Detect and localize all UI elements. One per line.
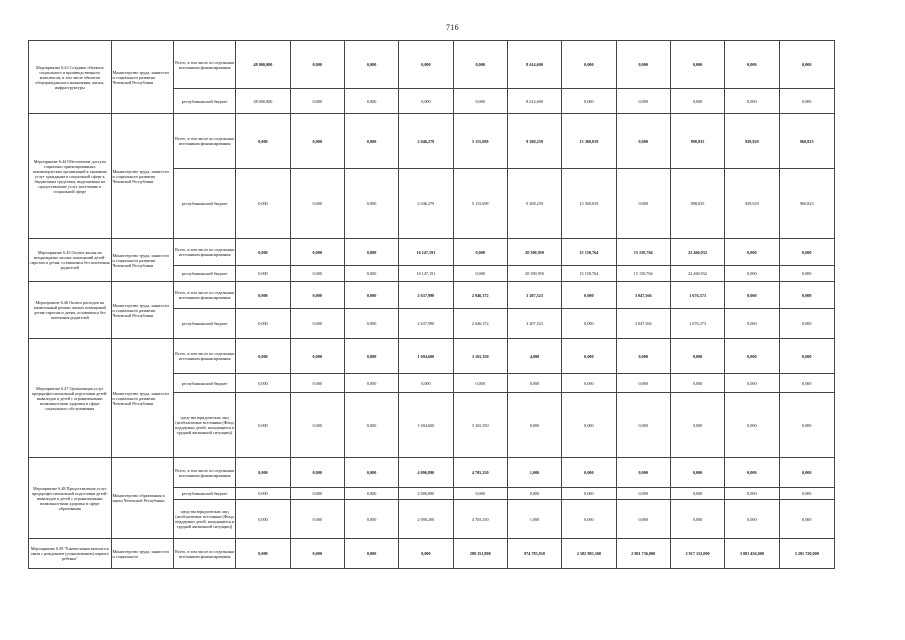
amount-cell: 2 006,890 bbox=[399, 488, 453, 500]
amount-cell: 0,000 bbox=[725, 266, 779, 282]
amount-cell: 0,000 bbox=[344, 266, 398, 282]
funding-source: республиканский бюджет bbox=[173, 488, 235, 500]
amount-cell: 0,000 bbox=[236, 282, 290, 309]
amount-cell: 15 150,764 bbox=[616, 239, 670, 266]
amount-cell: 0,000 bbox=[779, 89, 834, 114]
amount-cell: 0,000 bbox=[670, 488, 724, 500]
funding-source: Всего, в том числе по отдельным источникам финансирования bbox=[173, 41, 235, 89]
measure-name: Мероприятие 6.43 Создание объектов социального и производственного комплексов, в том числе объектов общегражданского назначения, жилья, инфраструктуры bbox=[29, 41, 112, 114]
amount-cell: 0,000 bbox=[290, 239, 344, 266]
amount-cell: 2 090,200 bbox=[399, 500, 453, 539]
amount-cell: 48 000,000 bbox=[236, 41, 290, 89]
amount-cell: 4 705,250 bbox=[453, 500, 507, 539]
amount-cell: 0,000 bbox=[236, 488, 290, 500]
amount-cell: 0,000 bbox=[453, 488, 507, 500]
funding-source: республиканский бюджет bbox=[173, 374, 235, 393]
amount-cell: 0,000 bbox=[616, 374, 670, 393]
amount-cell: 0,000 bbox=[236, 114, 290, 169]
table-row bbox=[29, 114, 835, 169]
amount-cell: 0,000 bbox=[344, 169, 398, 239]
amount-cell: 0,000 bbox=[779, 500, 834, 539]
amount-cell: 0,000 bbox=[344, 488, 398, 500]
funding-source: республиканский бюджет bbox=[173, 89, 235, 114]
amount-cell: 0,000 bbox=[562, 309, 616, 339]
amount-cell: 929,929 bbox=[725, 169, 779, 239]
responsible-executor: Министерство труда, занятости и социального bbox=[111, 539, 173, 569]
amount-cell: 0,000 bbox=[725, 41, 779, 89]
amount-cell: 3 165,350 bbox=[453, 393, 507, 458]
amount-cell: 0,000 bbox=[670, 458, 724, 488]
amount-cell: 0,000 bbox=[344, 282, 398, 309]
amount-cell: 15 150,764 bbox=[562, 266, 616, 282]
amount-cell: 0,000 bbox=[562, 488, 616, 500]
amount-cell: 2 637,990 bbox=[399, 309, 453, 339]
amount-cell: 3 047,566 bbox=[616, 282, 670, 309]
amount-cell: 0,000 bbox=[725, 239, 779, 266]
amount-cell: 1 676,373 bbox=[670, 309, 724, 339]
responsible-executor: Министерство труда, занятости и социального развития Чеченской Республики bbox=[111, 41, 173, 114]
amount-cell: 898,835 bbox=[670, 169, 724, 239]
amount-cell: 0,000 bbox=[290, 309, 344, 339]
table-row bbox=[29, 239, 835, 266]
amount-cell: 0,000 bbox=[453, 239, 507, 266]
funding-source: Всего, в том числе по отдельным источникам финансирования bbox=[173, 339, 235, 374]
funding-source: Всего, в том числе по отдельным источникам финансирования bbox=[173, 239, 235, 266]
amount-cell: 0,000 bbox=[507, 393, 561, 458]
amount-cell: 0,000 bbox=[344, 239, 398, 266]
amount-cell: 0,000 bbox=[562, 339, 616, 374]
amount-cell: 0,000 bbox=[290, 266, 344, 282]
responsible-executor: Министерство труда, занятости и социального развития Чеченской Республики bbox=[111, 339, 173, 458]
amount-cell: 0,000 bbox=[725, 89, 779, 114]
amount-cell: 0,000 bbox=[616, 41, 670, 89]
funding-source: республиканский бюджет bbox=[173, 266, 235, 282]
amount-cell: 0,000 bbox=[616, 169, 670, 239]
amount-cell: 0,000 bbox=[562, 374, 616, 393]
amount-cell: 960,823 bbox=[779, 114, 834, 169]
amount-cell: 0,000 bbox=[236, 393, 290, 458]
amount-cell: 974 783,910 bbox=[507, 539, 561, 569]
amount-cell: 0,000 bbox=[725, 339, 779, 374]
responsible-executor: Министерство труда, занятости и социального развития Чеченской Республики bbox=[111, 239, 173, 282]
amount-cell: 15 150,764 bbox=[562, 239, 616, 266]
budget-table bbox=[28, 40, 835, 569]
amount-cell: 16 147,191 bbox=[399, 266, 453, 282]
amount-cell: 0,000 bbox=[725, 393, 779, 458]
amount-cell: 0,000 bbox=[562, 393, 616, 458]
amount-cell: 0,000 bbox=[562, 41, 616, 89]
table-row bbox=[29, 539, 835, 569]
amount-cell: 0,000 bbox=[344, 500, 398, 539]
amount-cell: 0,000 bbox=[344, 41, 398, 89]
amount-cell: 4 096,890 bbox=[399, 458, 453, 488]
amount-cell: 0,000 bbox=[290, 41, 344, 89]
amount-cell: 9 208,259 bbox=[507, 169, 561, 239]
amount-cell: 0,000 bbox=[290, 500, 344, 539]
amount-cell: 0,000 bbox=[290, 89, 344, 114]
amount-cell: 0,000 bbox=[562, 500, 616, 539]
amount-cell: 0,000 bbox=[399, 89, 453, 114]
amount-cell: 0,000 bbox=[236, 539, 290, 569]
amount-cell: 0,000 bbox=[507, 488, 561, 500]
funding-source: Всего, в том числе по отдельным источникам финансирования bbox=[173, 114, 235, 169]
page-number: 716 bbox=[446, 23, 459, 32]
amount-cell: 0,000 bbox=[290, 393, 344, 458]
amount-cell: 2 046,372 bbox=[453, 282, 507, 309]
amount-cell: 0,000 bbox=[344, 309, 398, 339]
funding-source: Всего, в том числе по отдельным источникам финансирования bbox=[173, 539, 235, 569]
amount-cell: 0,000 bbox=[779, 458, 834, 488]
measure-name: Мероприятие 6.46 Оплата расходов на капитальный ремонт жилых помещений детям-сиротам и детям, оставшимся без попечения родителей bbox=[29, 282, 112, 339]
amount-cell: 2 046,279 bbox=[399, 169, 453, 239]
amount-cell: 0,000 bbox=[344, 539, 398, 569]
amount-cell: 0,000 bbox=[562, 282, 616, 309]
amount-cell: 5 115,699 bbox=[453, 169, 507, 239]
amount-cell: 0,000 bbox=[290, 374, 344, 393]
amount-cell: 0,000 bbox=[779, 488, 834, 500]
amount-cell: 0,000 bbox=[236, 339, 290, 374]
amount-cell: 0,000 bbox=[290, 114, 344, 169]
amount-cell: 0,000 bbox=[779, 393, 834, 458]
amount-cell: 0,000 bbox=[399, 41, 453, 89]
amount-cell: 1 694,600 bbox=[399, 339, 453, 374]
amount-cell: 0,000 bbox=[779, 309, 834, 339]
measure-name: Мероприятие 6.48 Предоставление услуг предпрофессиональной подготовки детей-инвалидов и детей с ограниченными возможностями здоровья в сфере образования bbox=[29, 458, 112, 539]
amount-cell: 5 115,699 bbox=[453, 114, 507, 169]
amount-cell: 4,000 bbox=[507, 339, 561, 374]
amount-cell: 0,000 bbox=[670, 339, 724, 374]
amount-cell: 0,000 bbox=[779, 266, 834, 282]
table-row bbox=[29, 41, 835, 89]
amount-cell: 0,000 bbox=[725, 500, 779, 539]
amount-cell: 0,000 bbox=[779, 282, 834, 309]
table-row bbox=[29, 282, 835, 309]
amount-cell: 0,000 bbox=[779, 239, 834, 266]
amount-cell: 3 207,523 bbox=[507, 309, 561, 339]
amount-cell: 2 046,372 bbox=[453, 309, 507, 339]
amount-cell: 0,000 bbox=[670, 393, 724, 458]
amount-cell: 0,000 bbox=[453, 266, 507, 282]
amount-cell: 2 046,279 bbox=[399, 114, 453, 169]
measure-name: Мероприятие 6.44 Обеспечение доступа социально ориентированных некоммерческих организаций к оказанию услуг гражданам в социальной сфере к бюджетным средствам, выделяемым на предоставление услуг населению в социальной сфере bbox=[29, 114, 112, 239]
amount-cell: 2 637,990 bbox=[399, 282, 453, 309]
responsible-executor: Министерство образования и науки Чеченской Республики bbox=[111, 458, 173, 539]
amount-cell: 0,000 bbox=[344, 393, 398, 458]
amount-cell: 0,000 bbox=[290, 458, 344, 488]
budget-table-body bbox=[29, 41, 835, 569]
measure-name: Мероприятие 6.45 Оплата жилья на неоднократно жилых помещений детей-сиротам и детям, оставшимся без попечения родителей bbox=[29, 239, 112, 282]
amount-cell: 0,000 bbox=[725, 488, 779, 500]
amount-cell: 20 390,950 bbox=[507, 266, 561, 282]
amount-cell: 0,000 bbox=[616, 89, 670, 114]
amount-cell: 0,000 bbox=[236, 239, 290, 266]
amount-cell: 13 360,819 bbox=[562, 169, 616, 239]
amount-cell: 0,000 bbox=[290, 282, 344, 309]
amount-cell: 8 614,600 bbox=[507, 89, 561, 114]
amount-cell: 0,000 bbox=[616, 500, 670, 539]
amount-cell: 0,000 bbox=[779, 339, 834, 374]
amount-cell: 0,000 bbox=[670, 89, 724, 114]
amount-cell: 0,000 bbox=[290, 488, 344, 500]
amount-cell: 0,000 bbox=[290, 539, 344, 569]
amount-cell: 0,000 bbox=[616, 114, 670, 169]
amount-cell: 1,000 bbox=[507, 458, 561, 488]
amount-cell: 0,000 bbox=[562, 458, 616, 488]
amount-cell: 0,000 bbox=[236, 169, 290, 239]
amount-cell: 22 460,932 bbox=[670, 266, 724, 282]
measure-name: Мероприятие 6.49 "Ежемесячная выплата в связи с рождением (усыновлением) первого ребенка" bbox=[29, 539, 112, 569]
amount-cell: 0,000 bbox=[236, 266, 290, 282]
amount-cell: 0,000 bbox=[453, 41, 507, 89]
amount-cell: 9 208,259 bbox=[507, 114, 561, 169]
amount-cell: 0,000 bbox=[779, 41, 834, 89]
amount-cell: 0,000 bbox=[399, 374, 453, 393]
amount-cell: 0,000 bbox=[236, 500, 290, 539]
amount-cell: 0,000 bbox=[507, 374, 561, 393]
amount-cell: 0,000 bbox=[670, 500, 724, 539]
amount-cell: 0,000 bbox=[236, 309, 290, 339]
amount-cell: 0,000 bbox=[453, 89, 507, 114]
amount-cell: 1 694,600 bbox=[399, 393, 453, 458]
amount-cell: 929,929 bbox=[725, 114, 779, 169]
funding-source: средства юридических лиц (необлагаемые источники (Фонд поддержки детей, находящихся в трудной жизненной ситуации)) bbox=[173, 500, 235, 539]
table-row bbox=[29, 339, 835, 374]
amount-cell: 0,000 bbox=[399, 539, 453, 569]
amount-cell: 0,000 bbox=[616, 393, 670, 458]
amount-cell: 20 390,950 bbox=[507, 239, 561, 266]
amount-cell: 1,000 bbox=[507, 500, 561, 539]
amount-cell: 8 614,600 bbox=[507, 41, 561, 89]
amount-cell: 0,000 bbox=[344, 114, 398, 169]
amount-cell: 2 917 152,000 bbox=[670, 539, 724, 569]
measure-name: Мероприятие 6.47 Организация услуг предпрофессиональной подготовки детей-инвалидов и детей с ограниченными возможностями здоровья в сфере социального обслуживания bbox=[29, 339, 112, 458]
amount-cell: 280 351,800 bbox=[453, 539, 507, 569]
amount-cell: 0,000 bbox=[344, 458, 398, 488]
amount-cell: 48 000,000 bbox=[236, 89, 290, 114]
amount-cell: 22 460,932 bbox=[670, 239, 724, 266]
amount-cell: 0,000 bbox=[670, 374, 724, 393]
amount-cell: 0,000 bbox=[236, 458, 290, 488]
amount-cell: 2 582 995,300 bbox=[562, 539, 616, 569]
amount-cell: 0,000 bbox=[344, 374, 398, 393]
amount-cell: 0,000 bbox=[344, 89, 398, 114]
amount-cell: 0,000 bbox=[616, 458, 670, 488]
amount-cell: 0,000 bbox=[725, 458, 779, 488]
amount-cell: 0,000 bbox=[670, 41, 724, 89]
amount-cell: 3 207,523 bbox=[507, 282, 561, 309]
amount-cell: 0,000 bbox=[725, 374, 779, 393]
responsible-executor: Министерство труда, занятости и социального развития Чеченской Республики bbox=[111, 282, 173, 339]
responsible-executor: Министерство труда, занятости и социального развития Чеченской Республики bbox=[111, 114, 173, 239]
amount-cell: 0,000 bbox=[779, 374, 834, 393]
amount-cell: 0,000 bbox=[453, 374, 507, 393]
amount-cell: 3 165,350 bbox=[453, 339, 507, 374]
amount-cell: 1 676,373 bbox=[670, 282, 724, 309]
amount-cell: 3 047,566 bbox=[616, 309, 670, 339]
amount-cell: 0,000 bbox=[290, 169, 344, 239]
amount-cell: 2 801 736,000 bbox=[616, 539, 670, 569]
amount-cell: 898,835 bbox=[670, 114, 724, 169]
funding-source: средства юридических лиц (необлагаемые источники (Фонд поддержки детей, находящихся в трудной жизненной ситуации)) bbox=[173, 393, 235, 458]
amount-cell: 0,000 bbox=[616, 339, 670, 374]
funding-source: республиканский бюджет bbox=[173, 309, 235, 339]
amount-cell: 4 705,250 bbox=[453, 458, 507, 488]
amount-cell: 0,000 bbox=[236, 374, 290, 393]
amount-cell: 0,000 bbox=[562, 89, 616, 114]
amount-cell: 3 201 720,000 bbox=[779, 539, 834, 569]
amount-cell: 0,000 bbox=[725, 282, 779, 309]
amount-cell: 15 150,764 bbox=[616, 266, 670, 282]
funding-source: Всего, в том числе по отдельным источникам финансирования bbox=[173, 282, 235, 309]
amount-cell: 3 081 456,000 bbox=[725, 539, 779, 569]
amount-cell: 0,000 bbox=[616, 488, 670, 500]
amount-cell: 0,000 bbox=[725, 309, 779, 339]
amount-cell: 0,000 bbox=[290, 339, 344, 374]
amount-cell: 0,000 bbox=[344, 339, 398, 374]
funding-source: Всего, в том числе по отдельным источникам финансирования bbox=[173, 458, 235, 488]
table-row bbox=[29, 458, 835, 488]
amount-cell: 960,823 bbox=[779, 169, 834, 239]
amount-cell: 16 147,191 bbox=[399, 239, 453, 266]
amount-cell: 13 360,819 bbox=[562, 114, 616, 169]
funding-source: республиканский бюджет bbox=[173, 169, 235, 239]
